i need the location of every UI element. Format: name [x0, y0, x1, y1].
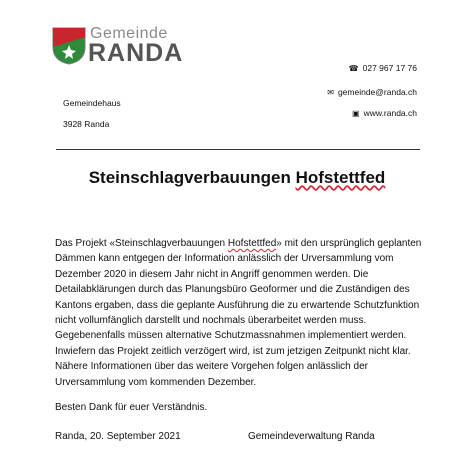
coat-of-arms-icon — [52, 27, 86, 65]
document-title: Steinschlagverbauungen Hofstettfed — [88, 168, 386, 187]
paragraph-1: Das Projekt «Steinschlagverbauungen Hofstettfed» mit den ursprünglich geplanten Dämmen kann entgegen der Information anlässlich der Urversammlung vom Dezember 2020 in diesem Jahr nicht in Angriff genommen werden. Die Detailabklärungen durch das Planungsbüro Geoformer und die Zuständigen des Kantons ergaben, dass die geplante Ausführung die zu erwartende Schutzfunktion nicht vollumfänglich darstellt und nochmals überarbeitet werden muss. Gegebenenfalls müssen alternative Schutzmassnahmen implementiert werden. Inwiefern das Projekt zeitlich verzögert wird, ist zum jetzigen Zeitpunkt nicht klar. — [55, 238, 422, 357]
municipality-logo — [52, 25, 184, 67]
contact-web: ▣ www.randa.ch — [352, 108, 417, 118]
contact-email: ✉ gemeinde@randa.ch — [327, 87, 417, 97]
header-divider — [56, 149, 420, 150]
footer-date-place: Randa, 20. September 2021 — [55, 431, 181, 442]
logo-wordmark-small: Gemeinde — [90, 25, 168, 42]
phone-icon: ☎ — [348, 64, 359, 73]
footer-signature: Gemeindeverwaltung Randa — [248, 431, 375, 442]
address-line-2: 3928 Randa — [63, 119, 110, 129]
email-icon: ✉ — [327, 88, 334, 97]
document-body — [55, 236, 435, 415]
paragraph-2: Nähere Informationen über das weitere Vorgehen folgen anlässlich der Urversammlung vom kommenden Dezember. — [55, 361, 368, 388]
address-line-1: Gemeindehaus — [63, 98, 121, 108]
logo-wordmark-big: RANDA — [88, 39, 184, 67]
web-icon: ▣ — [352, 109, 360, 118]
contact-phone: ☎ 027 967 17 76 — [348, 63, 417, 73]
paragraph-3: Besten Dank für euer Verständnis. — [55, 402, 208, 414]
